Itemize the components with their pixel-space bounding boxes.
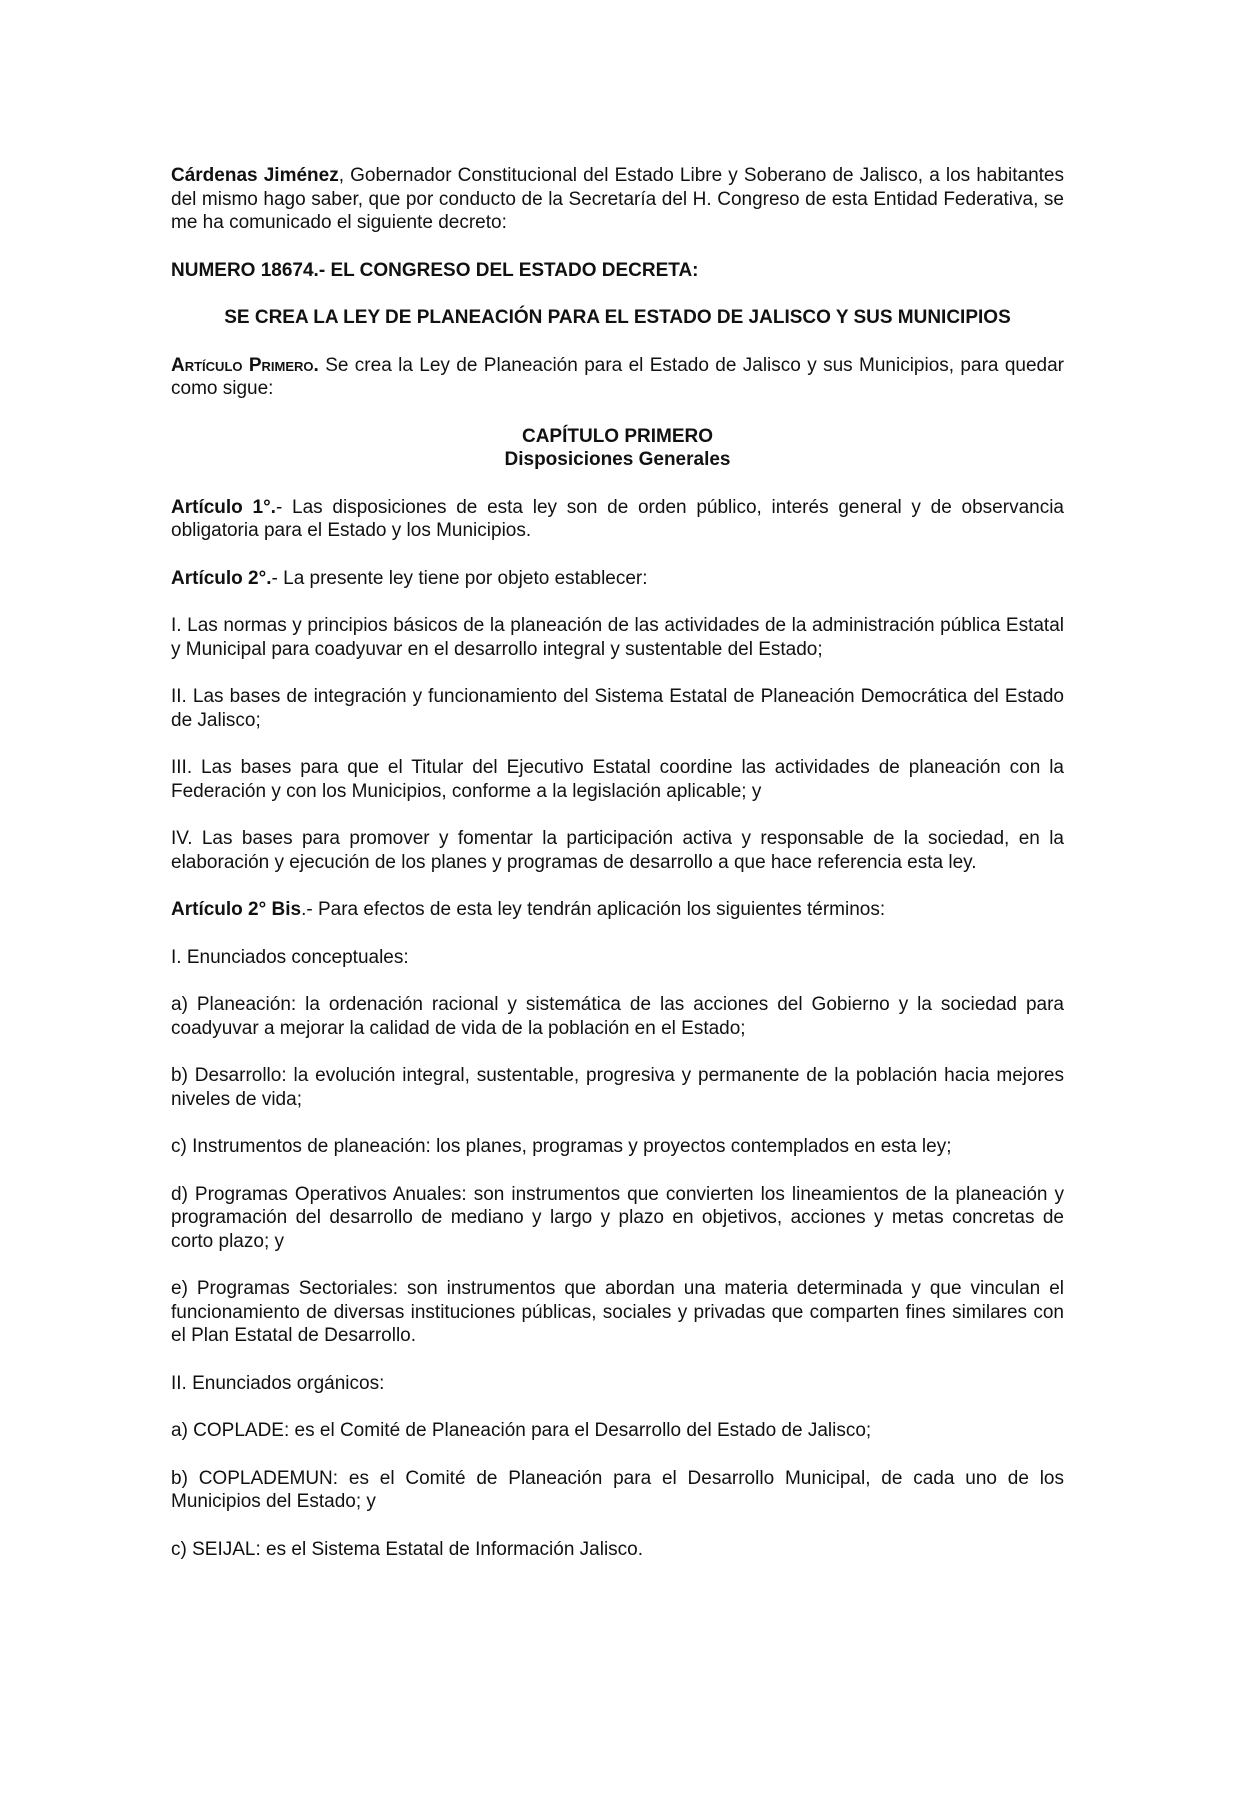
organic-item: c) SEIJAL: es el Sistema Estatal de Información Jalisco. xyxy=(171,1538,644,1560)
governor-name: Cárdenas Jiménez xyxy=(171,165,339,186)
conceptual-item: a) Planeación: la ordenación racional y sistemática de las acciones del Gobierno y la sociedad para coadyuvar a mejorar la calidad de vida de la población en el Estado; xyxy=(171,994,1064,1039)
article-1-label: Artículo 1°. xyxy=(171,496,276,518)
chapter-heading xyxy=(171,425,1064,472)
chapter-title: CAPÍTULO PRIMERO xyxy=(521,425,714,447)
conceptual-item: c) Instrumentos de planeación: los planes, programas y proyectos contemplados en esta ley; xyxy=(171,1136,952,1157)
articulo-primero-label: Artículo Primero. xyxy=(171,354,319,376)
conceptual-item: e) Programas Sectoriales: son instrumentos que abordan una materia determinada y que vinculan el funcionamiento de diversas instituciones públicas, sociales y privadas que comparten fines similares con el Plan Estatal de Desarrollo. xyxy=(171,1278,1064,1346)
article-2 xyxy=(171,567,1064,591)
document-page xyxy=(171,164,1064,1585)
article-2-item: III. Las bases para que el Titular del Ejecutivo Estatal coordine las actividades de planeación con la Federación y con los Municipios, conforme a la legislación aplicable; y xyxy=(171,757,1064,802)
article-1-text: - Las disposiciones de esta ley son de orden público, interés general y de observancia obligatoria para el Estado y los Municipios. xyxy=(171,496,1064,541)
organic-item: a) COPLADE: es el Comité de Planeación para el Desarrollo del Estado de Jalisco; xyxy=(171,1420,872,1441)
article-2-item: II. Las bases de integración y funcionamiento del Sistema Estatal de Planeación Democrática del Estado de Jalisco; xyxy=(171,686,1064,731)
organic-item: b) COPLADEMUN: es el Comité de Planeación para el Desarrollo Municipal, de cada uno de los Municipios del Estado; y xyxy=(171,1467,1064,1512)
intro-text: , Gobernador Constitucional del Estado Libre y Soberano de Jalisco, a los habitantes del mismo hago saber, que por conducto de la Secretaría del H. Congreso de esta Entidad Federativa, se me ha comunicado el siguiente decreto: xyxy=(171,165,1064,233)
article-2-item: I. Las normas y principios básicos de la planeación de las actividades de la administración pública Estatal y Municipal para coadyuvar en el desarrollo integral y sustentable del Estado; xyxy=(171,615,1064,660)
article-2-bis xyxy=(171,898,1064,922)
intro-paragraph xyxy=(171,164,1064,235)
article-2-label: Artículo 2°. xyxy=(171,567,272,589)
organic-heading: II. Enunciados orgánicos: xyxy=(171,1372,385,1394)
conceptual-item: d) Programas Operativos Anuales: son instrumentos que convierten los lineamientos de la planeación y programación del desarrollo de mediano y largo y plazo en objetivos, acciones y metas concretas de corto plazo; y xyxy=(171,1183,1064,1252)
article-2-bis-text: .- Para efectos de esta ley tendrán aplicación los siguientes términos: xyxy=(301,899,886,920)
conceptual-item: b) Desarrollo: la evolución integral, sustentable, progresiva y permanente de la población hacia mejores niveles de vida; xyxy=(171,1065,1064,1110)
decree-number: NUMERO 18674.- EL CONGRESO DEL ESTADO DECRETA: xyxy=(171,259,699,281)
decree-title: SE CREA LA LEY DE PLANEACIÓN PARA EL ESTADO DE JALISCO Y SUS MUNICIPIOS xyxy=(224,307,1011,328)
article-1 xyxy=(171,496,1064,543)
articulo-primero xyxy=(171,354,1064,401)
article-2-text: - La presente ley tiene por objeto establecer: xyxy=(271,567,648,589)
article-2-item: IV. Las bases para promover y fomentar la participación activa y responsable de la sociedad, en la elaboración y ejecución de los planes y programas de desarrollo a que hace referencia esta ley. xyxy=(171,828,1064,873)
conceptual-heading: I. Enunciados conceptuales: xyxy=(171,946,409,968)
chapter-subtitle: Disposiciones Generales xyxy=(504,449,731,470)
article-2-bis-label: Artículo 2° Bis xyxy=(171,899,302,920)
articulo-primero-text: Se crea la Ley de Planeación para el Estado de Jalisco y sus Municipios, para quedar como sigue: xyxy=(171,354,1064,399)
